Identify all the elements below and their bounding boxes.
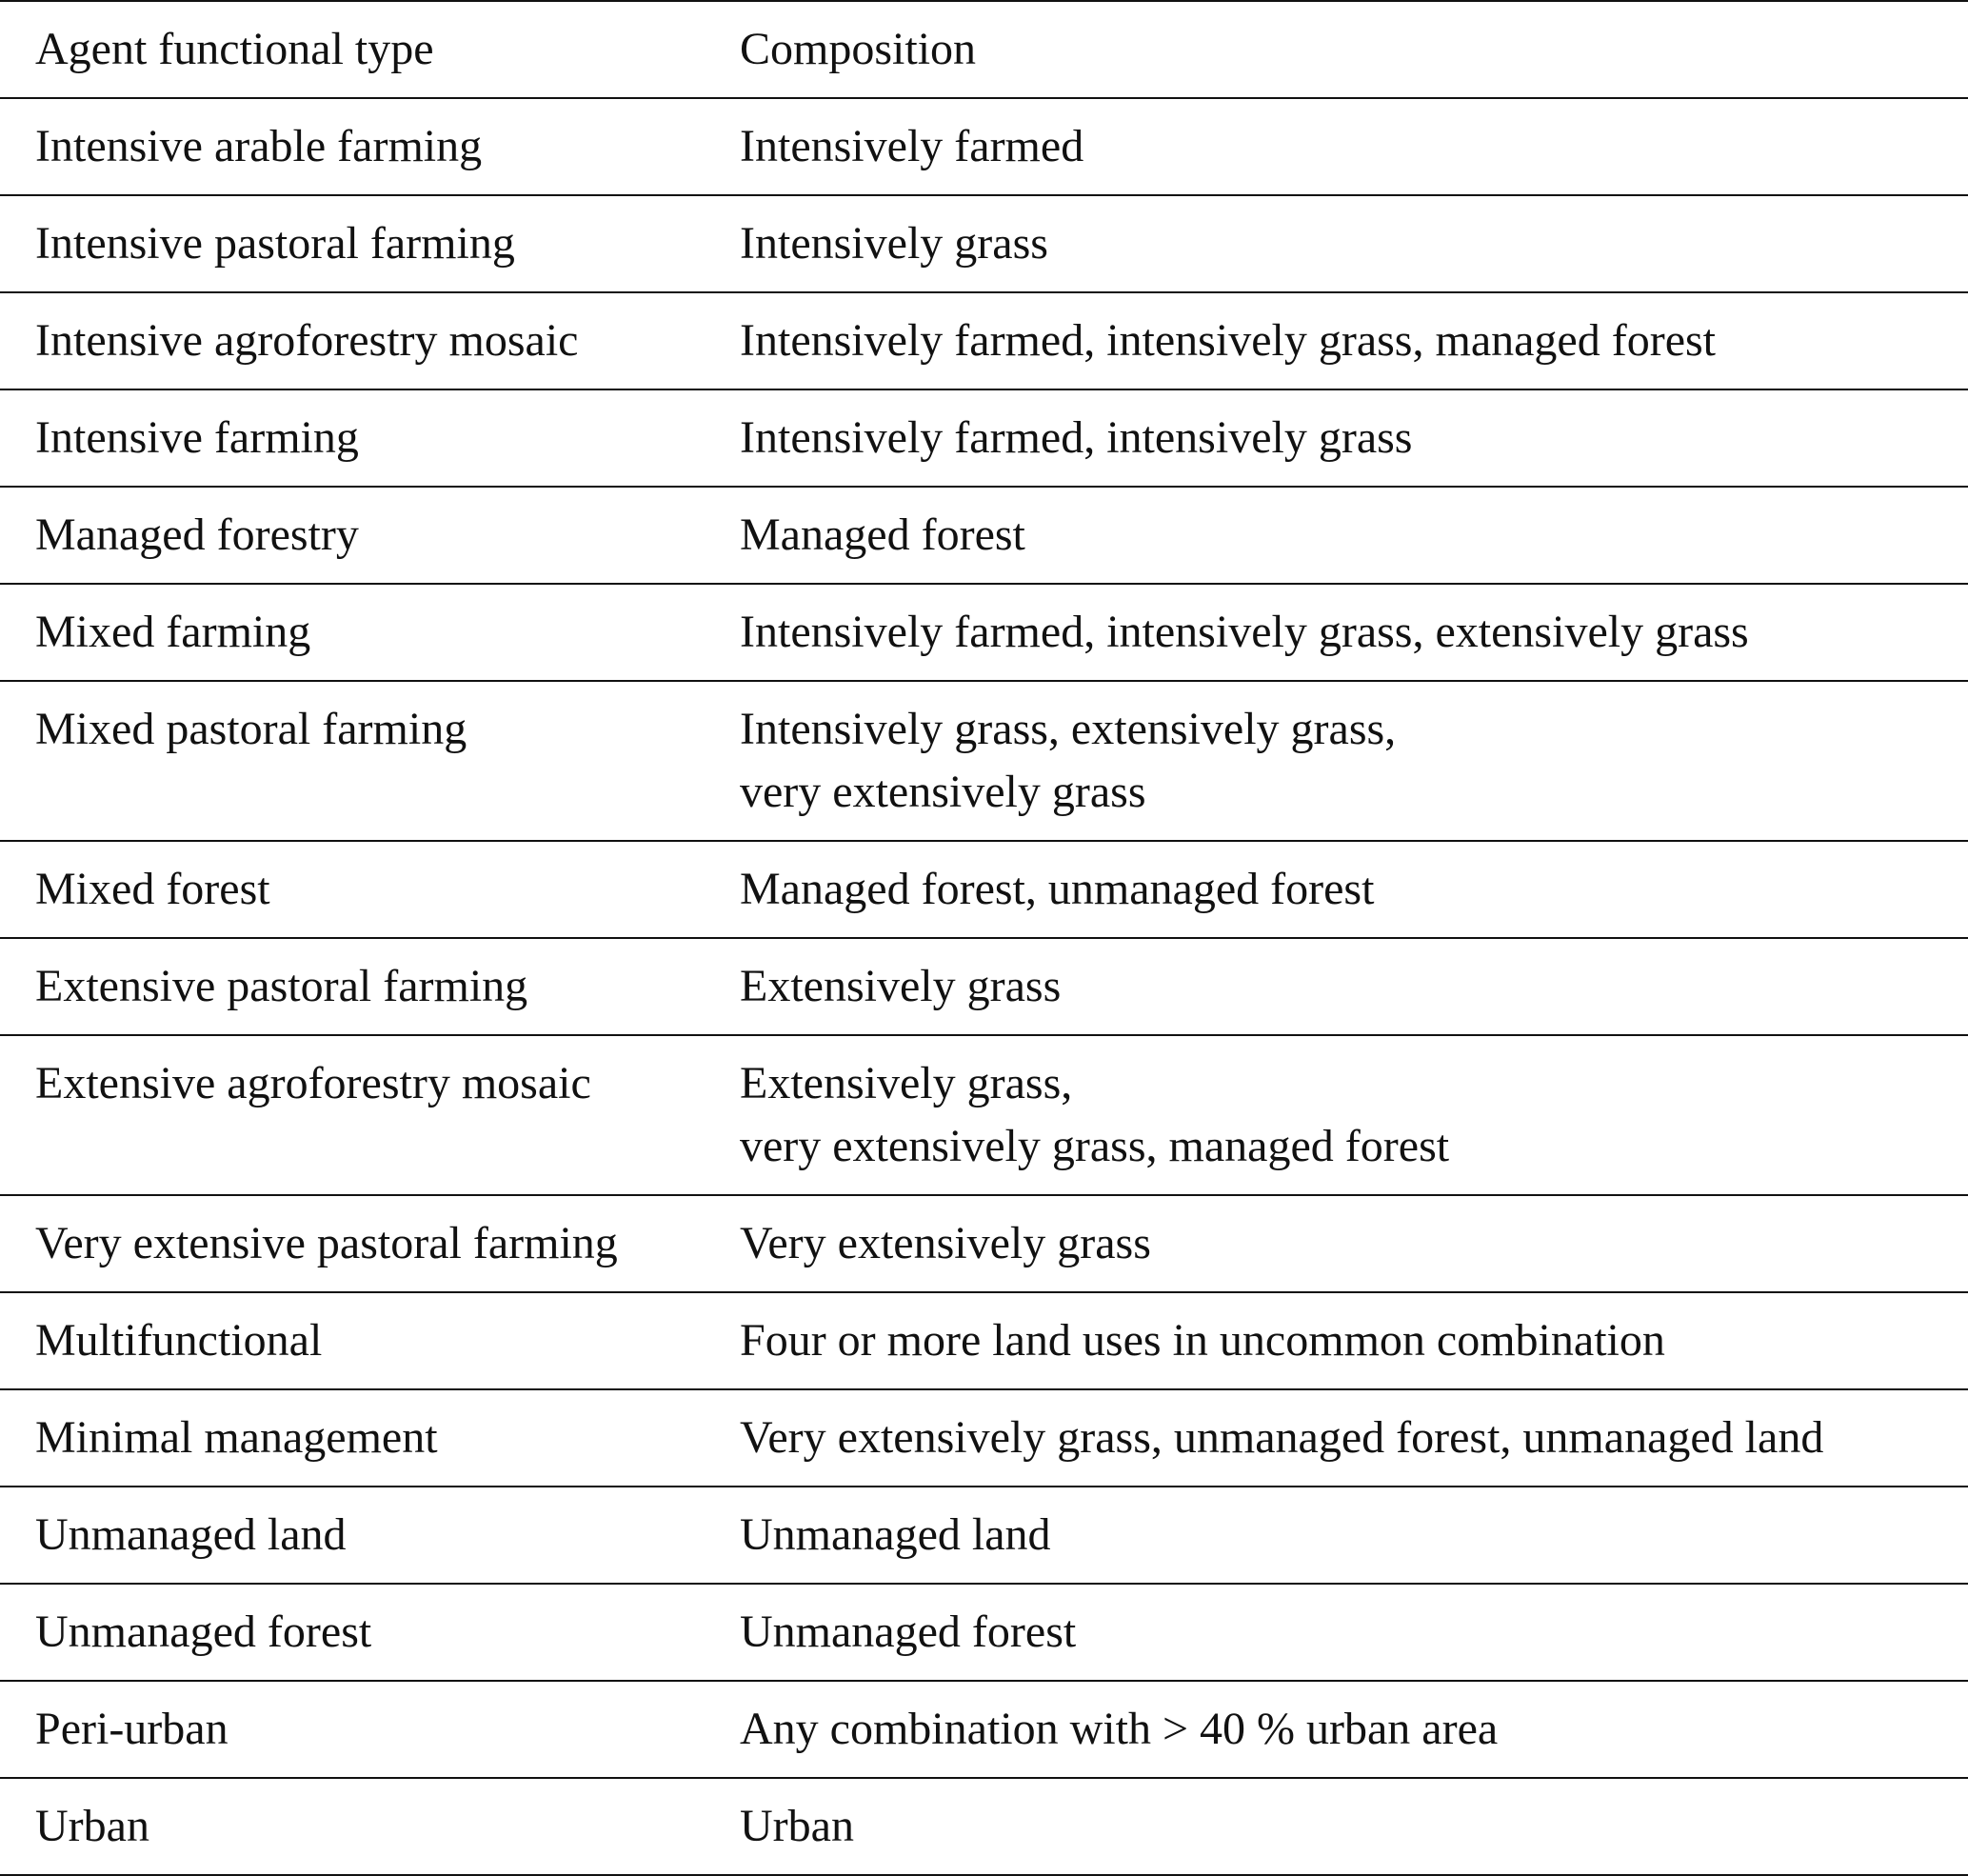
composition-cell [740, 292, 1968, 389]
table-row [0, 938, 1968, 1035]
composition-cell [740, 1584, 1968, 1681]
composition-cell [740, 1778, 1968, 1875]
composition-line: very extensively grass [740, 767, 1146, 817]
composition-cell [740, 389, 1968, 487]
table-row [0, 1487, 1968, 1584]
agent-functional-type-cell: Very extensive pastoral farming [0, 1195, 740, 1292]
agent-functional-type-cell: Intensive agroforestry mosaic [0, 292, 740, 389]
composition-line: Intensively grass [740, 218, 1048, 269]
table-body [0, 98, 1968, 1875]
composition-cell [740, 1195, 1968, 1292]
composition-line: Intensively farmed [740, 121, 1084, 171]
composition-cell [740, 584, 1968, 681]
header-row [0, 1, 1968, 98]
composition-cell [740, 938, 1968, 1035]
agent-functional-type-cell: Minimal management [0, 1389, 740, 1487]
composition-cell [740, 195, 1968, 292]
table-row [0, 292, 1968, 389]
table-row [0, 1681, 1968, 1778]
table-row [0, 1584, 1968, 1681]
agent-functional-type-cell: Unmanaged forest [0, 1584, 740, 1681]
composition-cell [740, 1292, 1968, 1389]
agent-functional-type-cell: Mixed farming [0, 584, 740, 681]
composition-line: very extensively grass, managed forest [740, 1121, 1450, 1171]
table-row [0, 98, 1968, 195]
composition-line: Intensively farmed, intensively grass, managed forest [740, 315, 1717, 366]
agent-functional-type-cell: Extensive pastoral farming [0, 938, 740, 1035]
column-header-agent-functional-type: Agent functional type [0, 1, 740, 98]
table-row [0, 1292, 1968, 1389]
composition-cell [740, 1035, 1968, 1195]
composition-line: Intensively farmed, intensively grass, extensively grass [740, 607, 1749, 657]
composition-line: Managed forest, unmanaged forest [740, 864, 1375, 914]
composition-cell [740, 1487, 1968, 1584]
table-row [0, 1195, 1968, 1292]
composition-line: Intensively grass, extensively grass, [740, 704, 1397, 754]
composition-line: Intensively farmed, intensively grass [740, 412, 1413, 463]
composition-line: Unmanaged land [740, 1509, 1051, 1560]
agent-functional-type-cell: Urban [0, 1778, 740, 1875]
table-row [0, 1389, 1968, 1487]
agent-functional-type-cell: Peri-urban [0, 1681, 740, 1778]
table-row [0, 841, 1968, 938]
composition-line: Any combination with > 40 % urban area [740, 1704, 1499, 1754]
composition-cell [740, 1389, 1968, 1487]
composition-line: Very extensively grass, unmanaged forest, unmanaged land [740, 1412, 1824, 1463]
table-row [0, 1035, 1968, 1195]
agent-functional-type-cell: Intensive pastoral farming [0, 195, 740, 292]
table-row [0, 487, 1968, 584]
composition-cell [740, 681, 1968, 841]
composition-cell [740, 98, 1968, 195]
table-header [0, 1, 1968, 98]
composition-cell [740, 1681, 1968, 1778]
table-row [0, 681, 1968, 841]
agent-functional-type-cell: Multifunctional [0, 1292, 740, 1389]
composition-cell [740, 841, 1968, 938]
agent-functional-type-cell: Extensive agroforestry mosaic [0, 1035, 740, 1195]
composition-cell [740, 487, 1968, 584]
composition-line: Extensively grass [740, 961, 1062, 1011]
table-row [0, 584, 1968, 681]
composition-line: Managed forest [740, 509, 1025, 560]
agent-functional-type-cell: Unmanaged land [0, 1487, 740, 1584]
agent-functional-type-cell: Mixed forest [0, 841, 740, 938]
column-header-composition: Composition [740, 1, 1968, 98]
agent-functional-type-cell: Intensive farming [0, 389, 740, 487]
agent-functional-type-cell: Mixed pastoral farming [0, 681, 740, 841]
table-row [0, 1778, 1968, 1875]
composition-line: Four or more land uses in uncommon combination [740, 1315, 1665, 1366]
table-row [0, 195, 1968, 292]
composition-line: Extensively grass, [740, 1058, 1073, 1108]
agent-functional-type-cell: Intensive arable farming [0, 98, 740, 195]
composition-line: Very extensively grass [740, 1218, 1151, 1268]
composition-line: Urban [740, 1801, 854, 1851]
agent-functional-type-cell: Managed forestry [0, 487, 740, 584]
table-row [0, 389, 1968, 487]
composition-line: Unmanaged forest [740, 1607, 1077, 1657]
